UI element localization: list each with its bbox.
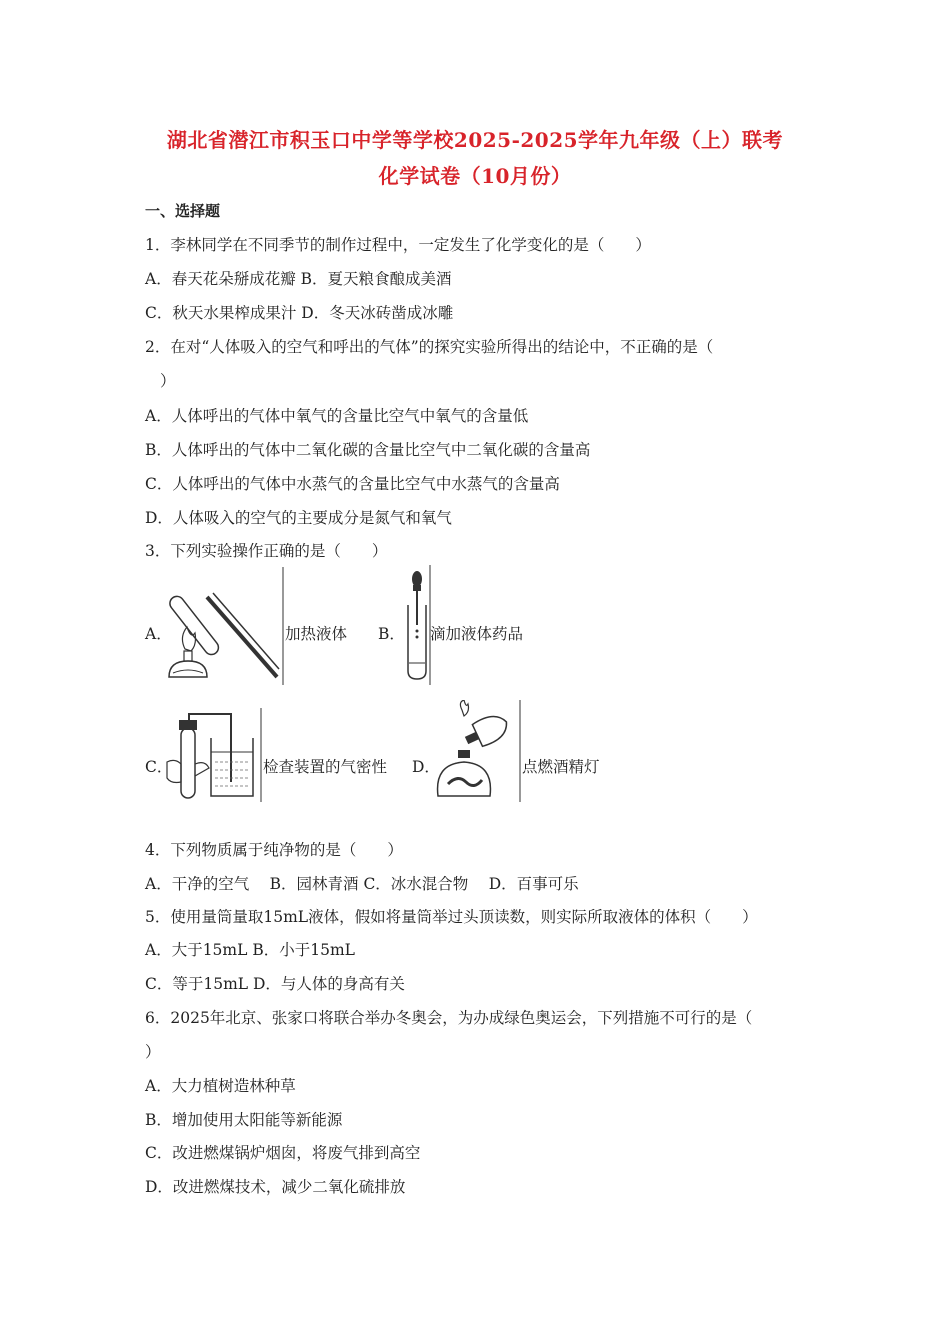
section-heading: 一、选择题: [145, 202, 221, 220]
dropper-figure: [402, 565, 432, 685]
lighting-lamp-figure: [432, 700, 522, 802]
q3-stem: 3．下列实验操作正确的是（ ）: [145, 542, 388, 560]
q3-option-c-text: 检查装置的气密性: [263, 758, 388, 776]
q5-options-cd: C．等于15mL D．与人体的身高有关: [145, 975, 405, 993]
q6-option-d: D．改进燃煤技术，减少二氧化硫排放: [145, 1178, 406, 1196]
q4-options: A．干净的空气 B．园林青酒 C．冰水混合物 D．百事可乐: [145, 875, 579, 893]
q6-stem-close: ）: [145, 1043, 161, 1061]
q2-stem-close: ）: [160, 372, 176, 390]
q6-stem: 6．2025年北京、张家口将联合举办冬奥会，为办成绿色奥运会，下列措施不可行的是（: [145, 1009, 753, 1027]
exam-title-line2: 化学试卷（10月份）: [378, 164, 572, 188]
q3-option-b-letter: B．: [378, 625, 405, 643]
q2-option-b: B．人体呼出的气体中二氧化碳的含量比空气中二氧化碳的含量高: [145, 441, 591, 459]
q3-option-b-text: 滴加液体药品: [430, 625, 524, 643]
q3-option-d-letter: D．: [412, 758, 440, 776]
exam-title-line1: 湖北省潜江市积玉口中学等学校2025-2025学年九年级（上）联考: [166, 128, 784, 152]
q3-option-a-letter: A．: [145, 625, 172, 643]
q5-options-ab: A．大于15mL B．小于15mL: [145, 941, 355, 959]
q2-stem: 2．在对“人体吸入的空气和呼出的气体”的探究实验所得出的结论中，不正确的是（: [145, 338, 714, 356]
q2-option-c: C．人体呼出的气体中水蒸气的含量比空气中水蒸气的含量高: [145, 475, 560, 493]
q2-option-a: A．人体呼出的气体中氧气的含量比空气中氧气的含量低: [145, 407, 529, 425]
q2-option-d: D．人体吸入的空气的主要成分是氮气和氧气: [145, 509, 452, 527]
airtightness-check-figure: [165, 708, 263, 802]
heating-liquid-figure: [167, 567, 285, 685]
q1-options-ab: A．春天花朵掰成花瓣 B．夏天粮食酿成美酒: [145, 270, 452, 288]
q3-option-d-text: 点燃酒精灯: [522, 758, 600, 776]
q3-option-c-letter: C．: [145, 758, 173, 776]
q6-option-b: B．增加使用太阳能等新能源: [145, 1111, 343, 1129]
q3-option-a-text: 加热液体: [285, 625, 348, 643]
q4-stem: 4．下列物质属于纯净物的是（ ）: [145, 841, 403, 859]
q5-stem: 5．使用量筒量取15mL液体，假如将量筒举过头顶读数，则实际所取液体的体积（ ）: [145, 908, 758, 926]
q1-options-cd: C．秋天水果榨成果汁 D．冬天冰砖凿成冰雕: [145, 304, 454, 322]
q6-option-a: A．大力植树造林种草: [145, 1077, 296, 1095]
q1-stem: 1．李林同学在不同季节的制作过程中，一定发生了化学变化的是（ ）: [145, 236, 651, 254]
q6-option-c: C．改进燃煤锅炉烟囱，将废气排到高空: [145, 1144, 421, 1162]
